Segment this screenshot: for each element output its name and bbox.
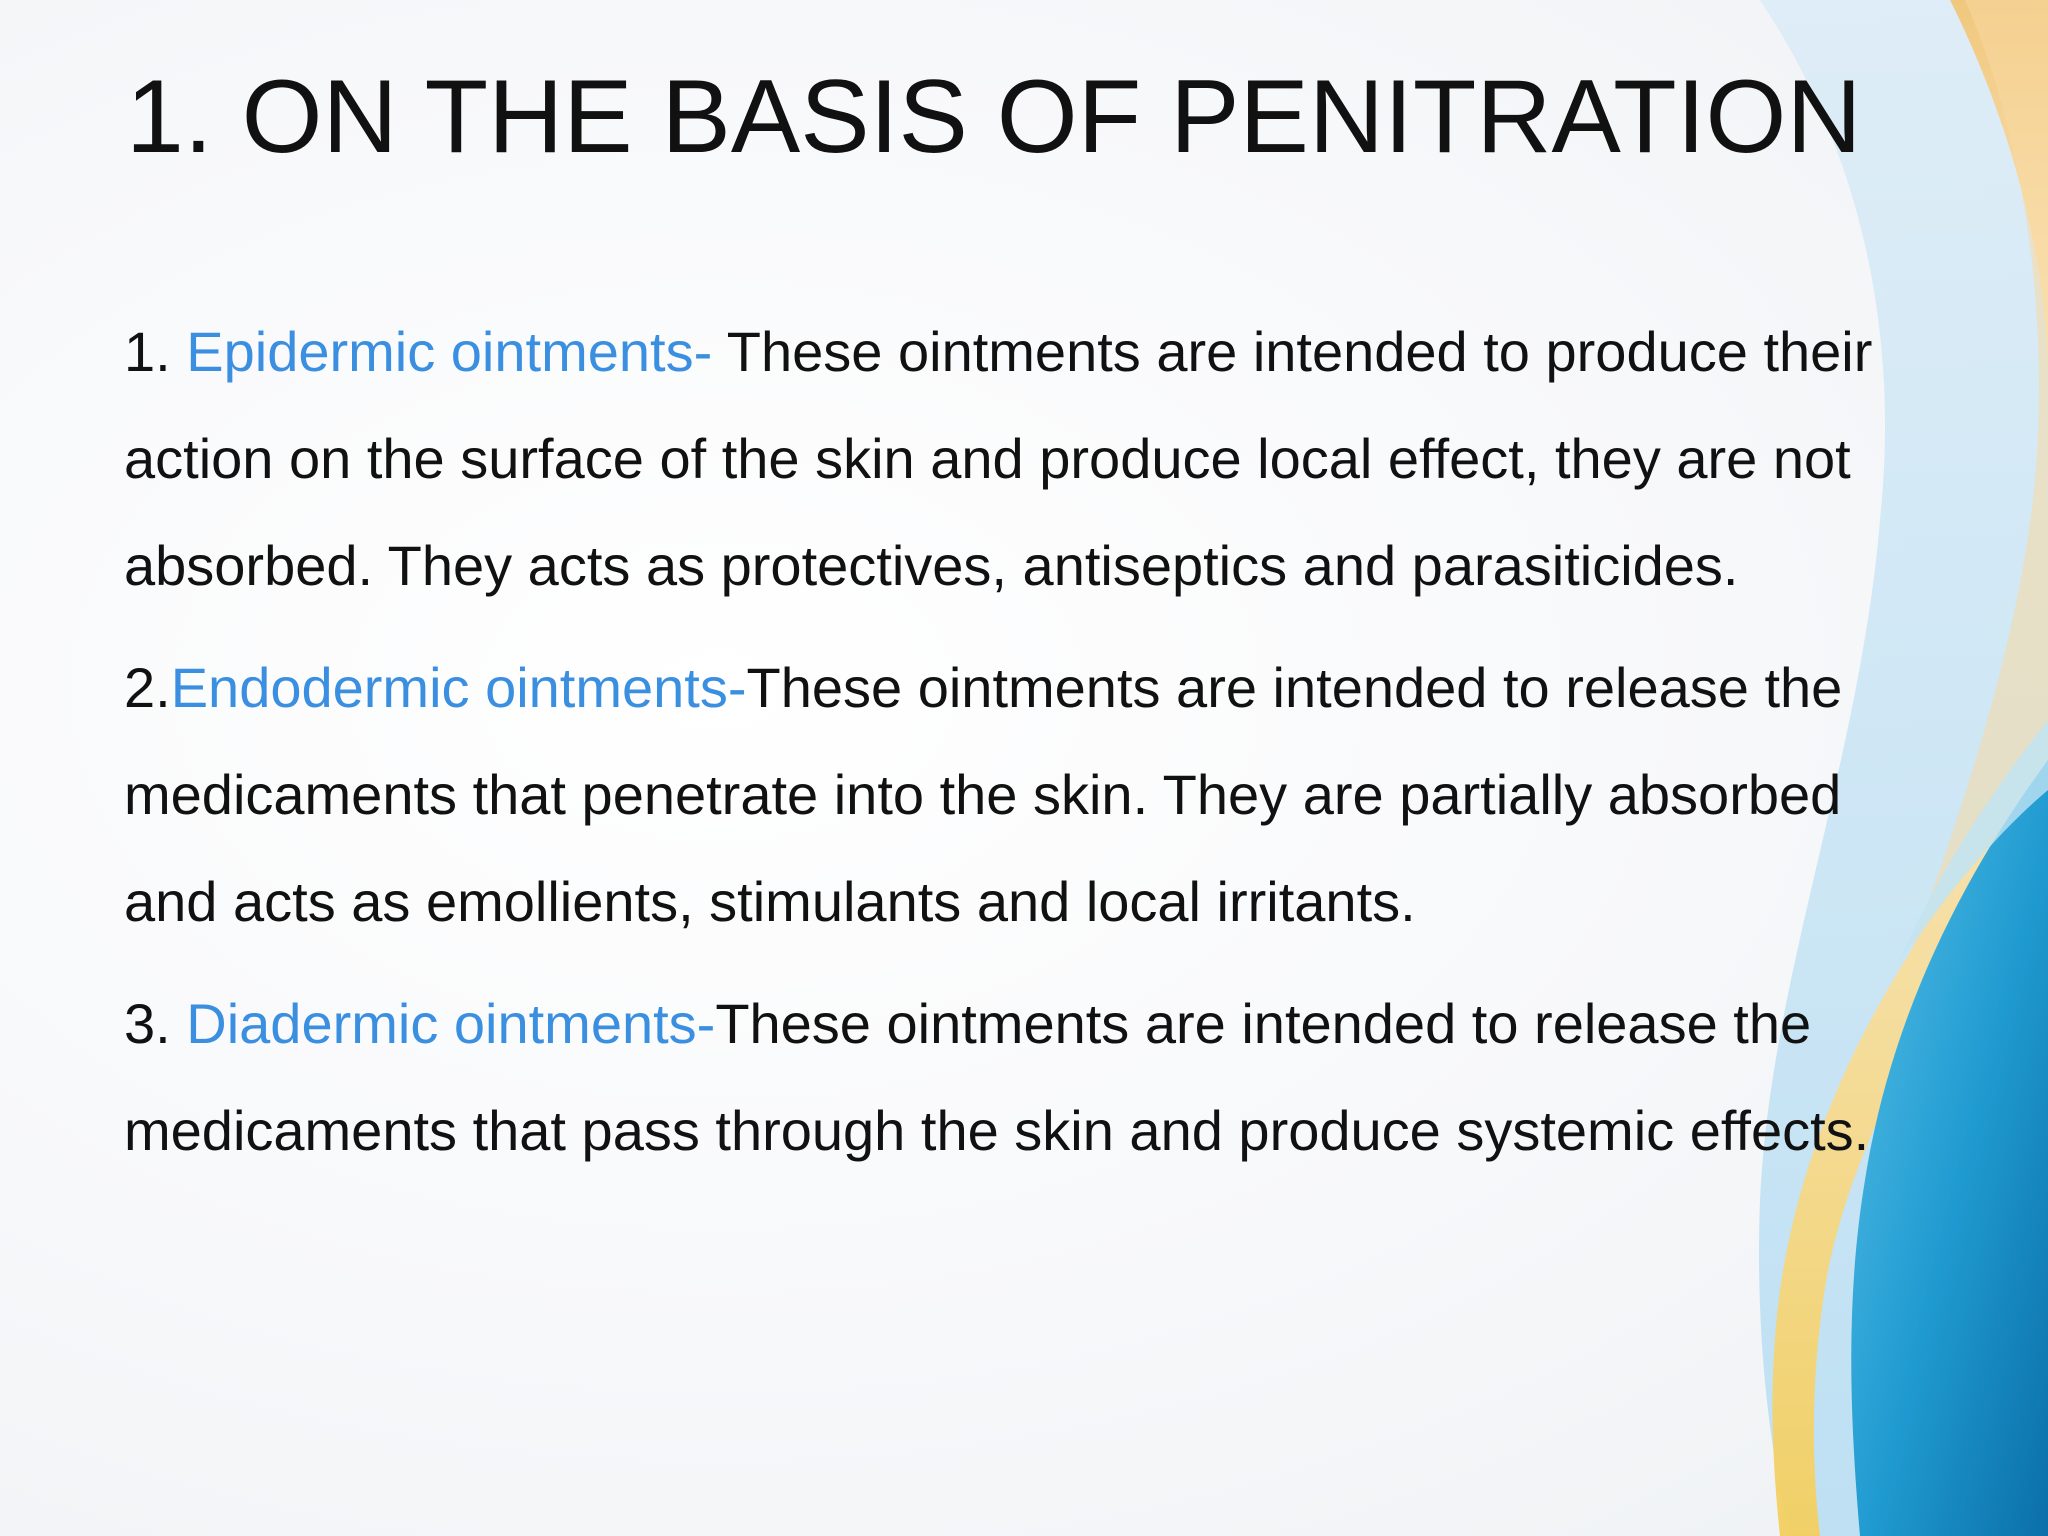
item-description: These ointments are intended to release the medicaments that penetrate into the skin. They are partially absorbed and acts as emollients, stimulants and local irritants. [124,656,1843,933]
item-number: 2. [124,656,171,719]
item-term: Diadermic ointments- [186,992,716,1055]
ointment-list [124,298,1944,1199]
item-term: Epidermic ointments- [186,320,713,383]
item-description: These ointments are intended to release the medicaments that pass through the skin and produce systemic effects. [124,992,1870,1162]
list-item [124,970,1944,1184]
item-description: These ointments are intended to produce their action on the surface of the skin and produce local effect, they are not absorbed. They acts as protectives, antiseptics and parasiticides. [124,320,1873,597]
item-number: 1. [124,320,187,383]
slide-title: 1. ON THE BASIS OF PENITRATION [126,59,1862,175]
list-item [124,634,1944,955]
item-term: Endodermic ointments- [170,656,747,719]
item-number: 3. [124,992,187,1055]
list-item [124,298,1944,619]
